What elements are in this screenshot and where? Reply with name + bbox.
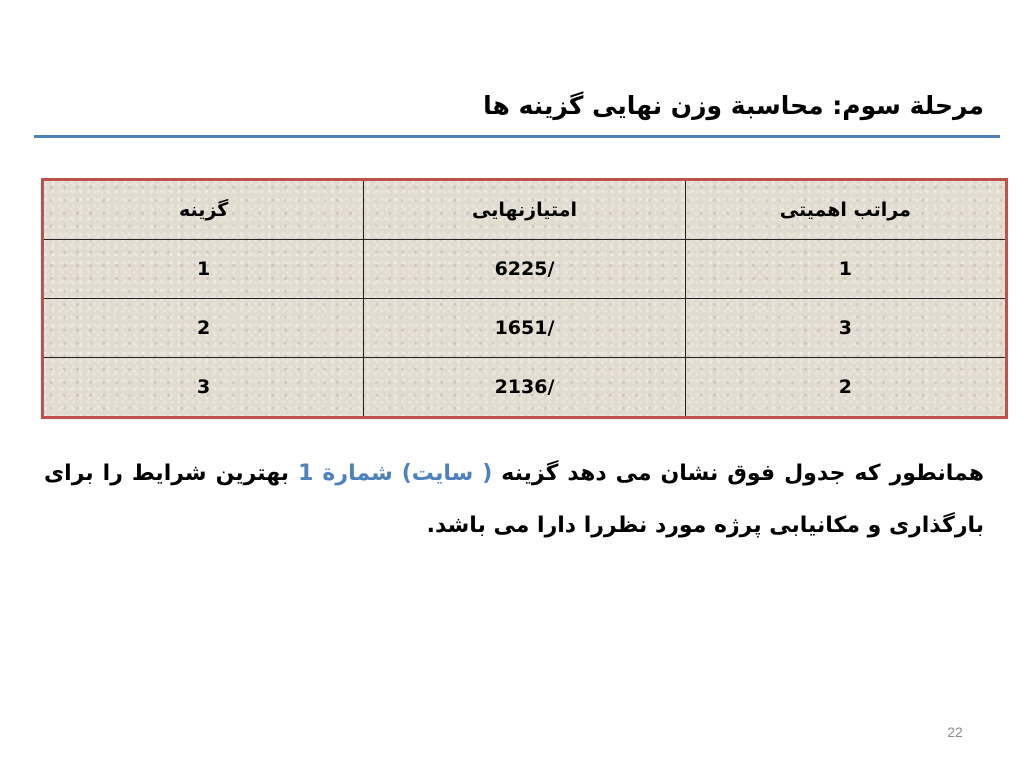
cell-score: /1651 [364, 299, 685, 358]
table-header-row [43, 180, 1007, 240]
header-option: گزینه [43, 180, 364, 240]
cell-rank: 3 [685, 299, 1006, 358]
cell-score: /6225 [364, 240, 685, 299]
cell-option: 2 [43, 299, 364, 358]
highlighted-option: ( سایت) شمارة 1 [298, 461, 493, 486]
table-row [43, 240, 1007, 299]
results-table [41, 178, 1008, 419]
header-importance-rank: مراتب اهمیتی [685, 180, 1006, 240]
title-divider [34, 135, 1000, 138]
table-row [43, 299, 1007, 358]
conclusion-paragraph [44, 448, 984, 552]
conclusion-text-end: بهترین شرایط را برای بارگذاری و مکانیابی پرژه مورد نظررا دارا می باشد. [44, 461, 984, 538]
cell-score: /2136 [364, 358, 685, 418]
table-row [43, 358, 1007, 418]
cell-rank: 2 [685, 358, 1006, 418]
header-final-score: امتیازنهایی [364, 180, 685, 240]
slide-title: مرحلة سوم: محاسبة وزن نهایی گزینه ها [483, 91, 984, 120]
cell-rank: 1 [685, 240, 1006, 299]
cell-option: 1 [43, 240, 364, 299]
page-number: 22 [947, 724, 963, 740]
cell-option: 3 [43, 358, 364, 418]
conclusion-text-start: همانطور که جدول فوق نشان می دهد گزینه [492, 461, 984, 486]
